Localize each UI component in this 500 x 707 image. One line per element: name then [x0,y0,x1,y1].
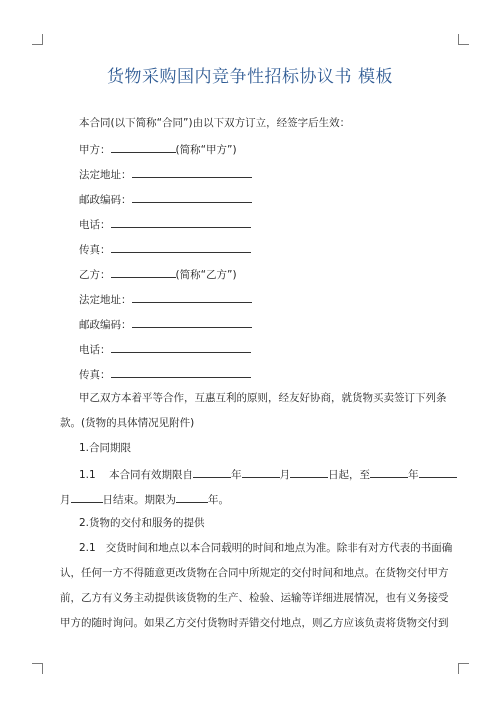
party-a-postcode-blank [132,191,252,203]
party-a-phone-line [79,216,251,232]
clause-2-1-text: 交货时间和地点以本合同载明的时间和地点为准。除非有对方代表的书面确 [105,542,453,554]
party-b-fax-label: 传真： [79,369,111,381]
document-title: 货物采购国内竞争性招标协议书 模板 [107,67,393,87]
section-2-heading: 2.货物的交付和服务的提供 [79,517,205,529]
end-month-lead-blank [419,466,457,478]
party-a-address-blank [132,166,252,178]
end-year-label: 年 [408,469,419,481]
party-b-postcode-label: 邮政编码： [79,319,132,331]
clause-2-1-line-4: 甲方的随时询问。如果乙方交付货物时弄错交付地点，则乙方应该负责将货物交付到 [60,617,449,629]
party-a-phone-label: 电话： [79,219,111,231]
party-b-phone-line [79,341,251,357]
crop-mark-bottom-left [32,663,43,674]
party-a-name-blank [111,141,176,153]
party-b-address-line [79,291,252,307]
crop-mark-top-left [32,34,43,45]
party-b-phone-blank [111,341,251,353]
party-b-name-blank [111,266,176,278]
start-year-label: 年 [231,469,242,481]
clause-2-1-number: 2.1 [79,542,96,554]
term-years-label: 年。 [208,494,229,506]
crop-mark-top-right [458,34,469,45]
crop-mark-bottom-right [458,663,469,674]
party-a-fax-line [79,241,251,257]
party-a-address-line [79,166,252,182]
party-b-line [79,266,237,282]
clause-2-1-line-1 [79,541,452,555]
start-month-blank [242,466,280,478]
party-b-postcode-blank [132,316,252,328]
party-b-address-label: 法定地址： [79,294,132,306]
party-a-address-label: 法定地址： [79,169,132,181]
party-b-label: 乙方： [79,269,111,281]
party-b-phone-label: 电话： [79,344,111,356]
party-a-line [79,141,237,157]
preamble-line-2: 款。(货物的具体情况见附件) [60,417,195,429]
party-b-alias: (简称“乙方”) [175,269,237,281]
end-month-label: 月 [60,494,71,506]
start-year-blank [193,466,231,478]
party-a-postcode-line [79,191,252,207]
clause-1-1-number: 1.1 [79,469,96,481]
party-b-address-blank [132,291,252,303]
party-b-fax-line [79,366,251,382]
party-a-postcode-label: 邮政编码： [79,194,132,206]
preamble-line-1: 甲乙双方本着平等合作，互惠互利的原则，经友好协商，就货物买卖签订下列条 [79,392,447,404]
start-month-label: 月 [279,469,291,481]
party-a-alias: (简称“甲方”) [175,144,237,156]
party-a-fax-label: 传真： [79,244,111,256]
clause-1-1-line-2 [60,491,229,507]
clause-1-1-text: 本合同有效期限自 [109,469,194,481]
party-a-label: 甲方： [79,144,111,156]
end-day-blank [71,491,103,503]
party-a-fax-blank [111,241,251,253]
clause-2-1-line-2: 认，任何一方不得随意更改货物在合同中所规定的交付时间和地点。在货物交付甲方 [60,567,449,579]
intro-line: 本合同(以下简称“合同”)由以下双方订立，经签字后生效： [79,117,351,129]
end-day-label: 日结束。期限为 [102,494,176,506]
start-day-label: 日起，至 [328,469,371,481]
section-1-heading: 1.合同期限 [79,442,132,454]
party-b-postcode-line [79,316,252,332]
party-a-phone-blank [111,216,251,228]
party-b-fax-blank [111,366,251,378]
term-years-blank [176,491,208,503]
start-day-blank [290,466,328,478]
clause-2-1-line-3: 前，乙方有义务主动提供该货物的生产、检验、运输等详细进展情况，也有义务接受 [60,592,449,604]
end-year-blank [370,466,408,478]
clause-1-1-line-1 [79,466,457,482]
